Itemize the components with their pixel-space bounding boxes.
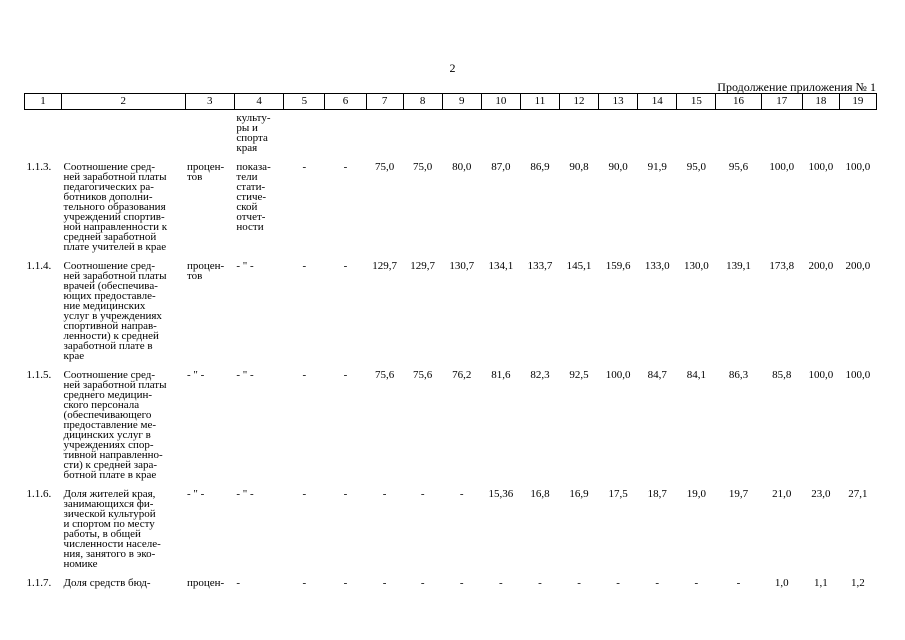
value-cell: - (459, 577, 464, 589)
column-header: 11 (520, 94, 559, 110)
value-cell (366, 110, 403, 160)
value-cell (325, 110, 366, 160)
value-cell: 130,7 (449, 260, 475, 272)
value-cell (677, 110, 716, 160)
value-cell: 95,0 (686, 161, 706, 173)
column-header: 3 (185, 94, 234, 110)
table-row (25, 110, 877, 160)
row-id-cell: 1.1.5. (26, 369, 52, 381)
continuation-note: Продолжение приложения № 1 (717, 80, 876, 94)
value-cell: - (736, 577, 741, 589)
value-cell (761, 110, 802, 160)
column-header: 1 (25, 94, 62, 110)
source-cell: - " - (236, 488, 254, 500)
value-cell: 173,8 (769, 260, 795, 272)
column-header: 10 (481, 94, 520, 110)
unit-cell: процен- (187, 577, 225, 589)
indicator-name-cell: Соотношение сред- ней заработной платы педагогических ра- ботников дополни- тельного образования учреждений спортив- ной направленности к средней заработной плате учителей в крае (63, 161, 168, 253)
value-cell: 129,7 (410, 260, 436, 272)
value-cell: 86,3 (728, 369, 749, 381)
indicator-name-cell: Доля средств бюд- (63, 577, 151, 589)
value-cell: - (577, 577, 581, 589)
value-cell (403, 110, 442, 160)
value-cell: 76,2 (452, 369, 472, 381)
value-cell: 130,0 (683, 260, 709, 272)
column-header: 13 (599, 94, 638, 110)
value-cell: - (343, 369, 348, 381)
column-header: 6 (325, 94, 366, 110)
value-cell: 82,3 (530, 369, 550, 381)
header-row (25, 94, 877, 110)
value-cell: - (343, 488, 348, 500)
value-cell: 75,0 (374, 161, 395, 173)
value-cell: 16,8 (530, 488, 550, 500)
column-header: 5 (284, 94, 325, 110)
value-cell: - (302, 488, 307, 500)
column-header: 7 (366, 94, 403, 110)
column-header: 17 (761, 94, 802, 110)
value-cell: 15,36 (488, 488, 514, 500)
value-cell: - (420, 488, 425, 500)
page-number: 2 (449, 61, 456, 75)
table-row (25, 159, 877, 258)
source-cell: - (236, 577, 241, 589)
value-cell: 129,7 (372, 260, 397, 272)
indicators-table (24, 93, 877, 594)
source-cell: культу- ры и спорта края (236, 112, 271, 154)
value-cell: 80,0 (452, 161, 472, 173)
column-header: 12 (560, 94, 599, 110)
value-cell: 100,0 (845, 369, 871, 381)
value-cell: - (302, 260, 307, 272)
indicator-name-cell: Соотношение сред- ней заработной платы врачей (обеспечива- ющих предоставле- ние медицинских услуг в учреждениях спортивной направ- ленности) к средней заработной плате в крае (63, 260, 167, 362)
value-cell: 139,1 (726, 260, 751, 272)
value-cell (560, 110, 599, 160)
value-cell: 133,0 (644, 260, 670, 272)
value-cell: 75,0 (413, 161, 433, 173)
value-cell: - (420, 577, 425, 589)
row-id-cell (25, 110, 62, 160)
indicator-name-cell: Доля жителей края, занимающихся фи- зической культурой и спортом по месту работы, в общей численности населе- ния, занятого в эко- номике (63, 488, 161, 570)
source-cell: - " - (236, 260, 254, 272)
row-id-cell: 1.1.3. (26, 161, 52, 173)
value-cell: 84,7 (647, 369, 667, 381)
row-id-cell: 1.1.4. (26, 260, 52, 272)
value-cell: 81,6 (491, 369, 511, 381)
value-cell: 100,0 (605, 369, 631, 381)
value-cell: 90,8 (569, 161, 589, 173)
value-cell (520, 110, 559, 160)
value-cell: - (302, 369, 307, 381)
value-cell (481, 110, 520, 160)
value-cell: 133,7 (527, 260, 553, 272)
value-cell: 91,9 (647, 161, 667, 173)
value-cell: - (538, 577, 542, 589)
value-cell: 21,0 (772, 488, 792, 500)
value-cell: - (343, 260, 348, 272)
unit-cell: процен- тов (187, 260, 225, 282)
column-header: 14 (638, 94, 677, 110)
value-cell: 1,1 (813, 577, 828, 589)
indicator-name-cell (62, 110, 185, 160)
value-cell: 200,0 (808, 260, 834, 272)
value-cell: 100,0 (808, 161, 834, 173)
value-cell: - (655, 577, 660, 589)
value-cell (716, 110, 761, 160)
table-row (25, 575, 877, 594)
value-cell: 23,0 (811, 488, 831, 500)
indicator-name-cell: Соотношение сред- ней заработной платы среднего медицин- ского персонала (обеспечивающего предоставление ме- дицинских услуг в учреждениях спор- тивной направленно- сти) к средней зара- ботной плате в крае (63, 369, 167, 481)
value-cell: 85,8 (772, 369, 792, 381)
value-cell: 84,1 (686, 369, 706, 381)
value-cell (284, 110, 325, 160)
value-cell: - (616, 577, 620, 589)
value-cell: 19,0 (686, 488, 706, 500)
value-cell: 100,0 (808, 369, 834, 381)
unit-cell (185, 110, 234, 160)
value-cell: 86,9 (530, 161, 550, 173)
row-id-cell: 1.1.7. (26, 577, 52, 589)
value-cell: 75,6 (413, 369, 433, 381)
column-header: 8 (403, 94, 442, 110)
column-header: 15 (677, 94, 716, 110)
value-cell: 1,2 (851, 577, 865, 589)
value-cell (839, 110, 876, 160)
value-cell: 16,9 (569, 488, 589, 500)
table-row (25, 258, 877, 367)
value-cell (442, 110, 481, 160)
value-cell: - (343, 161, 348, 173)
value-cell: 19,7 (728, 488, 749, 500)
value-cell: - (382, 488, 387, 500)
unit-cell: - " - (187, 369, 205, 381)
value-cell: 159,6 (605, 260, 631, 272)
column-header: 16 (716, 94, 761, 110)
value-cell: 27,1 (848, 488, 868, 500)
value-cell: 18,7 (647, 488, 667, 500)
source-cell: - " - (236, 369, 254, 381)
value-cell: 134,1 (488, 260, 514, 272)
column-header: 19 (839, 94, 876, 110)
value-cell: - (499, 577, 503, 589)
value-cell: - (694, 577, 699, 589)
value-cell: - (343, 577, 348, 589)
column-header: 4 (234, 94, 283, 110)
value-cell: - (459, 488, 464, 500)
value-cell: 95,6 (728, 161, 749, 173)
value-cell: 92,5 (569, 369, 589, 381)
unit-cell: - " - (187, 488, 205, 500)
table-row (25, 367, 877, 486)
value-cell: 1,0 (774, 577, 789, 589)
value-cell: 100,0 (769, 161, 795, 173)
column-header: 18 (802, 94, 839, 110)
table-body (25, 94, 877, 595)
value-cell: 17,5 (608, 488, 628, 500)
column-header: 2 (62, 94, 185, 110)
value-cell (802, 110, 839, 160)
value-cell: 87,0 (491, 161, 511, 173)
source-cell: показа- тели стати- стиче- ской отчет- ности (236, 161, 271, 233)
value-cell: 75,6 (374, 369, 395, 381)
value-cell: - (382, 577, 387, 589)
unit-cell: процен- тов (187, 161, 225, 183)
value-cell (638, 110, 677, 160)
column-header: 9 (442, 94, 481, 110)
value-cell: 100,0 (845, 161, 871, 173)
value-cell: - (302, 577, 307, 589)
value-cell (599, 110, 638, 160)
value-cell: 200,0 (845, 260, 871, 272)
value-cell: - (302, 161, 307, 173)
value-cell: 90,0 (608, 161, 628, 173)
table-row (25, 486, 877, 575)
row-id-cell: 1.1.6. (26, 488, 52, 500)
value-cell: 145,1 (566, 260, 592, 272)
